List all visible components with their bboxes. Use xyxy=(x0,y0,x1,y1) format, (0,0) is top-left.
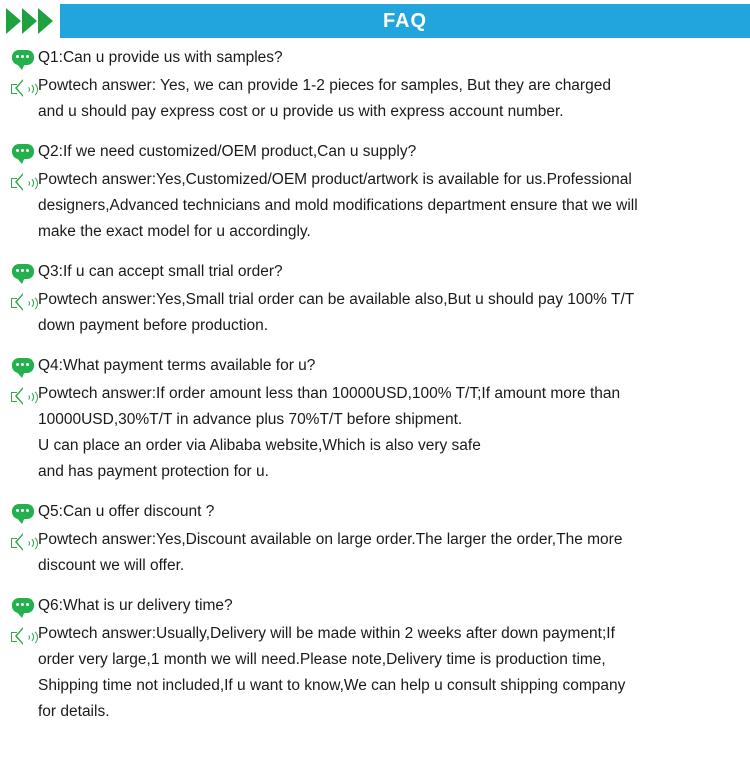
faq-answer-line: U can place an order via Alibaba website,Which is also very safe xyxy=(38,437,481,454)
faq-item xyxy=(8,46,742,125)
page-title: FAQ xyxy=(60,4,750,38)
answer-icon-cell xyxy=(8,73,38,97)
faq-answer-line: discount we will offer. xyxy=(38,557,185,574)
faq-answer-row xyxy=(8,527,742,579)
faq-answer-line: down payment before production. xyxy=(38,317,269,334)
answer-icon-cell xyxy=(8,527,38,551)
faq-question-row xyxy=(8,500,742,523)
faq-answer-line: Powtech answer:Usually,Delivery will be made within 2 weeks after down payment;If xyxy=(38,625,615,642)
answer-icon-cell xyxy=(8,167,38,191)
faq-answer-line: and has payment protection for u. xyxy=(38,463,269,480)
question-icon-cell xyxy=(8,260,38,279)
faq-list xyxy=(0,46,750,725)
faq-question-text: Q6:What is ur delivery time? xyxy=(38,597,233,614)
faq-answer-row xyxy=(8,167,742,245)
faq-answer-line: Powtech answer:If order amount less than 10000USD,100% T/T;If amount more than xyxy=(38,385,621,402)
faq-question-text: Q3:If u can accept small trial order? xyxy=(38,263,283,280)
faq-answer-line: Powtech answer:Yes,Discount available on large order.The larger the order,The more xyxy=(38,531,623,548)
faq-answer-text xyxy=(38,287,634,339)
speech-bubble-icon xyxy=(12,504,34,519)
faq-item xyxy=(8,594,742,725)
speech-bubble-icon xyxy=(12,50,34,65)
question-icon-cell xyxy=(8,354,38,373)
faq-question-text: Q5:Can u offer discount ? xyxy=(38,503,215,520)
faq-question-row xyxy=(8,140,742,163)
speaker-icon xyxy=(11,533,35,551)
chevron-right-icon xyxy=(6,8,21,34)
speaker-icon xyxy=(11,293,35,311)
speech-bubble-icon xyxy=(12,144,34,159)
speech-bubble-icon xyxy=(12,264,34,279)
faq-answer-line: Powtech answer:Yes,Customized/OEM product/artwork is available for us.Professional xyxy=(38,171,632,188)
question-icon-cell xyxy=(8,46,38,65)
faq-question-row xyxy=(8,260,742,283)
faq-page xyxy=(0,4,750,782)
page-header xyxy=(0,4,750,38)
speaker-icon xyxy=(11,79,35,97)
chevron-right-icon xyxy=(38,8,53,34)
faq-item xyxy=(8,500,742,579)
faq-answer-line: order very large,1 month we will need.Please note,Delivery time is production time, xyxy=(38,651,606,668)
answer-icon-cell xyxy=(8,621,38,645)
faq-question-text: Q2:If we need customized/OEM product,Can u supply? xyxy=(38,143,417,160)
faq-question-text: Q1:Can u provide us with samples? xyxy=(38,49,283,66)
question-icon-cell xyxy=(8,140,38,159)
answer-icon-cell xyxy=(8,381,38,405)
faq-question-row xyxy=(8,46,742,69)
faq-answer-row xyxy=(8,621,742,725)
faq-question-text: Q4:What payment terms available for u? xyxy=(38,357,316,374)
faq-item xyxy=(8,354,742,485)
faq-answer-row xyxy=(8,287,742,339)
faq-answer-line: Shipping time not included,If u want to know,We can help u consult shipping company xyxy=(38,677,626,694)
faq-answer-line: designers,Advanced technicians and mold modifications department ensure that we will xyxy=(38,197,638,214)
faq-answer-line: for details. xyxy=(38,703,110,720)
speaker-icon xyxy=(11,627,35,645)
speaker-icon xyxy=(11,173,35,191)
chevron-right-icon xyxy=(22,8,37,34)
question-icon-cell xyxy=(8,594,38,613)
faq-answer-line: 10000USD,30%T/T in advance plus 70%T/T before shipment. xyxy=(38,411,463,428)
question-icon-cell xyxy=(8,500,38,519)
faq-answer-row xyxy=(8,73,742,125)
faq-answer-text xyxy=(38,167,638,245)
faq-answer-row xyxy=(8,381,742,485)
answer-icon-cell xyxy=(8,287,38,311)
faq-answer-line: and u should pay express cost or u provide us with express account number. xyxy=(38,103,564,120)
faq-answer-text xyxy=(38,381,620,485)
speaker-icon xyxy=(11,387,35,405)
faq-answer-text xyxy=(38,527,622,579)
faq-answer-line: Powtech answer:Yes,Small trial order can be available also,But u should pay 100% T/T xyxy=(38,291,635,308)
speech-bubble-icon xyxy=(12,358,34,373)
faq-question-row xyxy=(8,354,742,377)
faq-answer-line: Powtech answer: Yes, we can provide 1-2 pieces for samples, But they are charged xyxy=(38,77,611,94)
faq-item xyxy=(8,260,742,339)
faq-item xyxy=(8,140,742,245)
speech-bubble-icon xyxy=(12,598,34,613)
faq-answer-text xyxy=(38,73,611,125)
faq-question-row xyxy=(8,594,742,617)
arrow-group xyxy=(0,4,60,38)
faq-answer-text xyxy=(38,621,625,725)
faq-answer-line: make the exact model for u accordingly. xyxy=(38,223,311,240)
